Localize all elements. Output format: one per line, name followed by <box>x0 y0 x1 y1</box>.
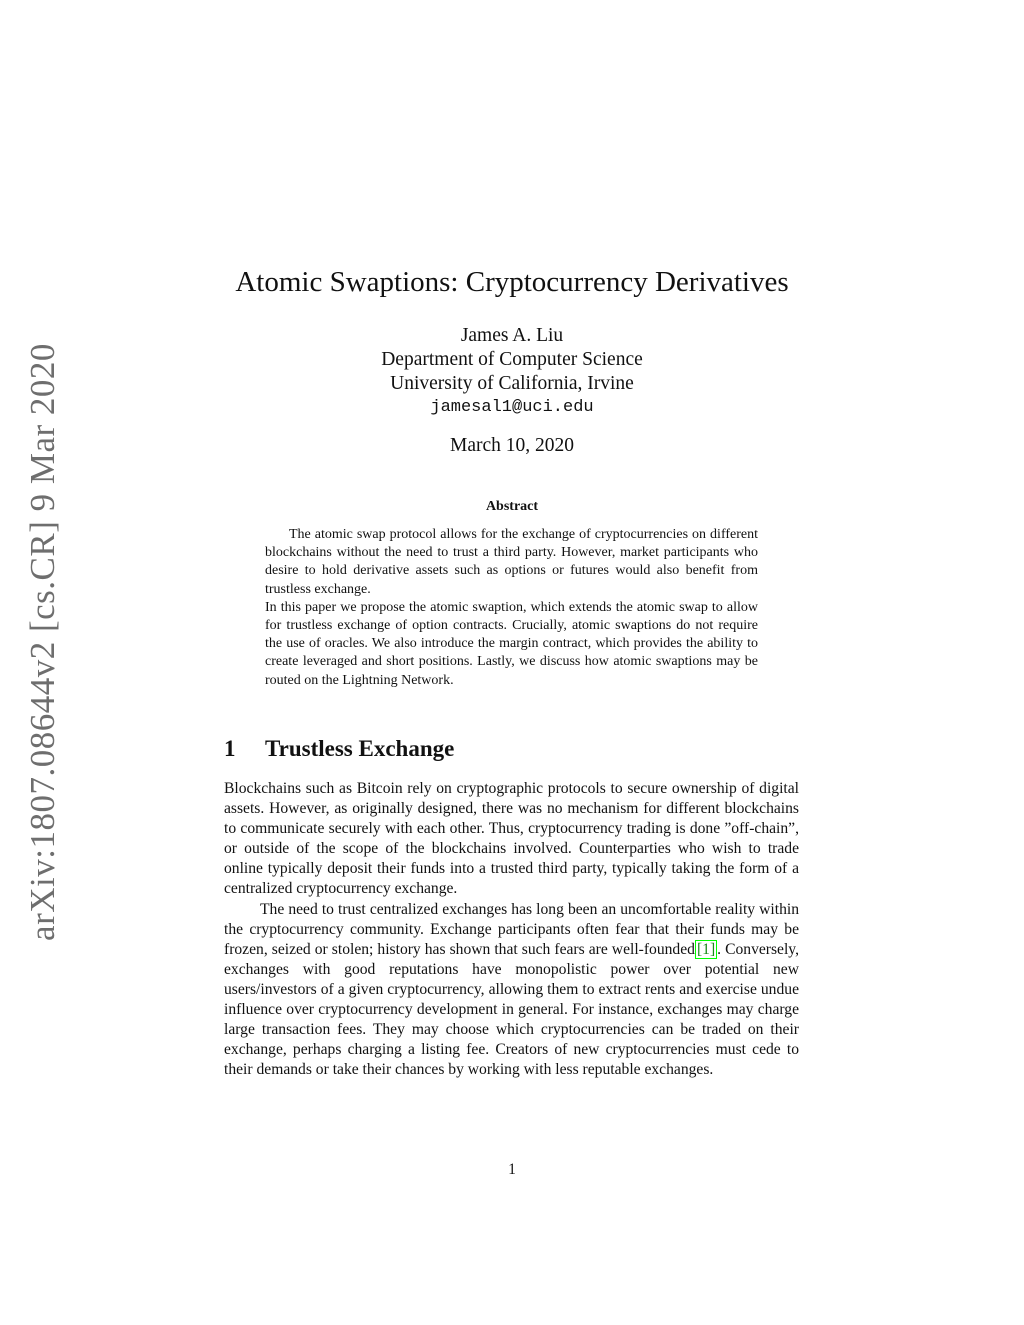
abstract-body <box>265 526 758 690</box>
author-department: Department of Computer Science <box>381 349 643 370</box>
section-number: 1 <box>224 736 236 761</box>
paper-date: March 10, 2020 <box>449 435 575 456</box>
author-university: University of California, Irvine <box>390 373 634 394</box>
paper-title: Atomic Swaptions: Cryptocurrency Derivatives <box>235 266 789 298</box>
author-block <box>0 324 1024 420</box>
arxiv-identifier-stamp: arXiv:1807.08644v2 [cs.CR] 9 Mar 2020 <box>23 343 62 941</box>
page-number: 1 <box>508 1161 516 1178</box>
abstract-paragraph-1: The atomic swap protocol allows for the exchange of cryptocurrencies on different blockchains without the need to trust a third party. However, market participants who desire to hold derivative assets such as options or futures would also benefit from trustless exchange. <box>265 527 758 597</box>
author-email: jamesal1@uci.edu <box>430 398 594 417</box>
body-paragraph-2 <box>224 900 799 1081</box>
section-body <box>224 779 799 1080</box>
body-paragraph-1: Blockchains such as Bitcoin rely on cryptographic protocols to secure ownership of digital assets. However, as originally designed, there was no mechanism for different blockchains to communicate securely with each other. Thus, cryptocurrency trading is done ”off-chain”, or outside of the scope of the blockchains involved. Counterparties who wish to trade online typically deposit their funds into a trusted third party, typically taking the form of a centralized cryptocurrency exchange. <box>224 780 799 898</box>
citation-link[interactable]: [1] <box>696 940 716 958</box>
abstract-paragraph-2: In this paper we propose the atomic swaption, which extends the atomic swap to allow for trustless exchange of option contracts. Crucially, atomic swaptions do not require the use of oracles. We also introduce the margin contract, which provides the ability to create leveraged and short positions. Lastly, we discuss how atomic swaptions may be routed on the Lightning Network. <box>265 599 758 688</box>
body-paragraph-2-start: The need to trust centralized exchanges has long been an uncomfortable reality within the cryptocurrency community. Exchange participants often fear that their funds may be frozen, seized or stolen; history has shown that such fears are well-founded <box>224 900 799 958</box>
section-heading <box>224 736 454 762</box>
body-paragraph-2-end: . Conversely, exchanges with good reputations have monopolistic power over potential new users/investors of a given cryptocurrency, allowing them to extract rents and exercise undue influence over cryptocurrency development in general. For instance, exchanges may charge large transaction fees. They may choose which cryptocurrencies can be traded on their exchange, perhaps charging a listing fee. Creators of new cryptocurrencies must cede to their demands or take their chances by working with less reputable exchanges. <box>224 940 799 1079</box>
section-title: Trustless Exchange <box>265 736 455 761</box>
abstract-heading: Abstract <box>485 499 539 514</box>
author-name: James A. Liu <box>460 325 564 346</box>
